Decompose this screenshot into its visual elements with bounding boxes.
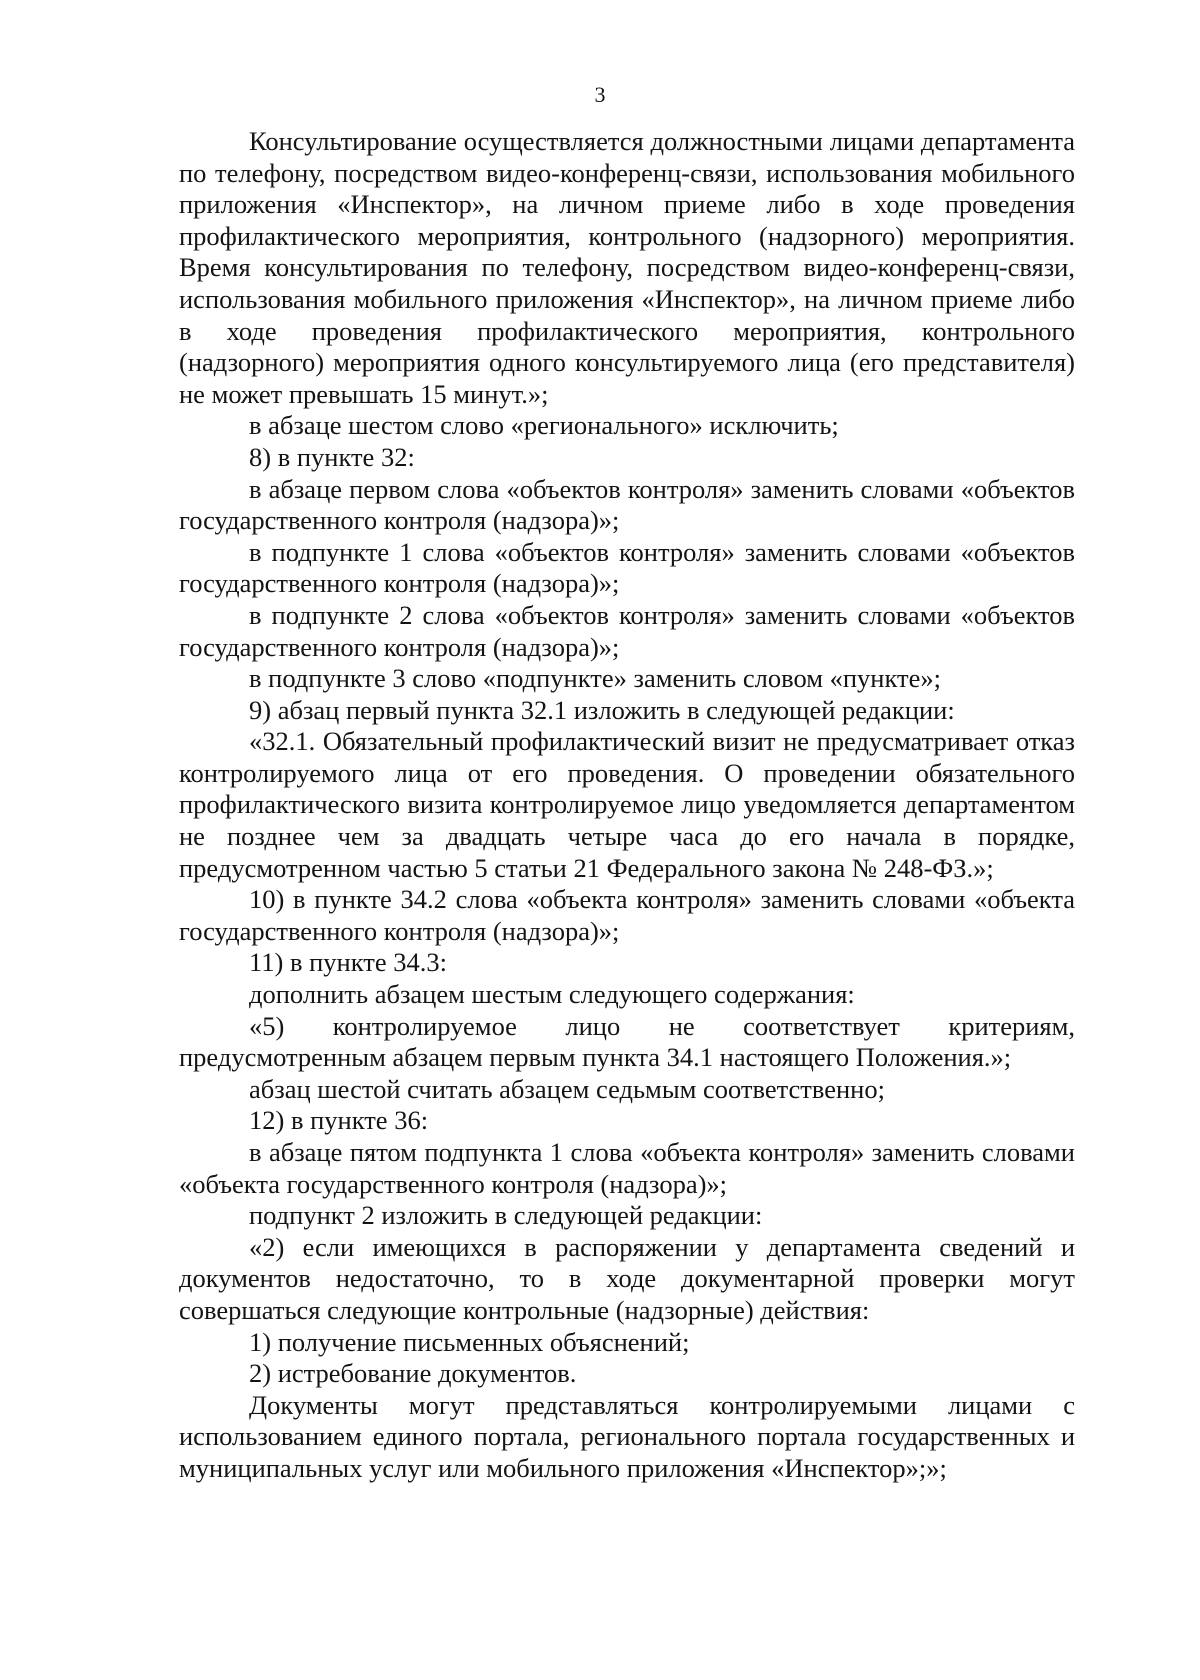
- paragraph-consulting: Консультирование осуществляется должностными лицами департамента по телефону, посредством видео-конференц-связи, использования мобильного приложения «Инспектор», на личном приеме либо в ходе проведения профилактического мероприятия, контрольного (надзорного) мероприятия. Время консультирования по телефону, посредством видео-конференц-связи, использования мобильного приложения «Инспектор», на личном приеме либо в ходе проведения профилактического мероприятия, контрольного (надзорного) мероприятия одного консультируемого лица (его представителя) не может превышать 15 минут.»;: [179, 126, 1075, 409]
- paragraph-item: 2) истребование документов.: [249, 1358, 577, 1389]
- paragraph-item: 1) получение письменных объяснений;: [249, 1326, 690, 1357]
- paragraph-item: в подпункте 2 слова «объектов контроля» заменить словами «объектов государственного контроля (надзора)»;: [179, 599, 1075, 662]
- paragraph-item: «5) контролируемое лицо не соответствует критериям, предусмотренным абзацем первым пункта 34.1 настоящего Положения.»;: [179, 1010, 1075, 1073]
- document-body: [179, 126, 1075, 1485]
- paragraph-item: 11) в пункте 34.3:: [249, 947, 447, 978]
- paragraph-item: дополнить абзацем шестым следующего содержания:: [249, 979, 855, 1010]
- paragraph-item: в абзаце первом слова «объектов контроля» заменить словами «объектов государственного контроля (надзора)»;: [179, 473, 1075, 536]
- paragraph-item: абзац шестой считать абзацем седьмым соответственно;: [249, 1073, 885, 1104]
- paragraph-item: 9) абзац первый пункта 32.1 изложить в следующей редакции:: [249, 694, 955, 725]
- paragraph-item: в подпункте 3 слово «подпункте» заменить словом «пункте»;: [249, 663, 941, 694]
- paragraph-item: в абзаце пятом подпункта 1 слова «объекта контроля» заменить словами «объекта государственного контроля (надзора)»;: [179, 1137, 1075, 1199]
- paragraph-item: «2) если имеющихся в распоряжении у департамента сведений и документов недостаточно, то в ходе документарной проверки могут совершаться следующие контрольные (надзорные) действия:: [179, 1231, 1075, 1325]
- paragraph-item: в абзаце шестом слово «регионального» исключить;: [249, 410, 839, 441]
- paragraph-item: «32.1. Обязательный профилактический визит не предусматривает отказ контролируемого лица от его проведения. О проведении обязательного профилактического визита контролируемое лицо уведомляется департаментом не позднее чем за двадцать четыре часа до его начала в порядке, предусмотренном частью 5 статьи 21 Федерального закона № 248-ФЗ.»;: [179, 726, 1075, 883]
- paragraph-item: 10) в пункте 34.2 слова «объекта контроля» заменить словами «объекта государственного контроля (надзора)»;: [179, 884, 1075, 946]
- paragraph-item: 8) в пункте 32:: [249, 441, 415, 472]
- paragraph-item: в подпункте 1 слова «объектов контроля» заменить словами «объектов государственного контроля (надзора)»;: [179, 536, 1075, 599]
- paragraph-item: 12) в пункте 36:: [249, 1105, 429, 1136]
- page-number: 3: [594, 82, 606, 107]
- paragraph-item: Документы могут представляться контролируемыми лицами с использованием единого портала, регионального портала государственных и муниципальных услуг или мобильного приложения «Инспектор»;»;: [179, 1389, 1075, 1483]
- paragraph-item: подпункт 2 изложить в следующей редакции:: [249, 1200, 763, 1231]
